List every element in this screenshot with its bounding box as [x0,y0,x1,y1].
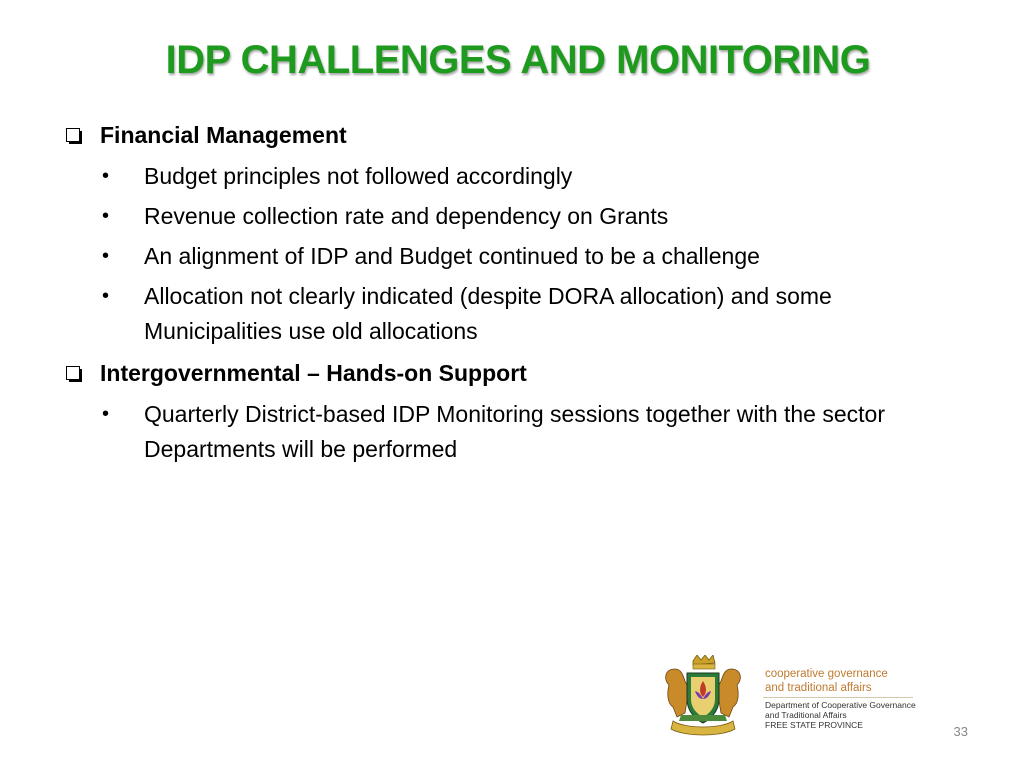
department-line: and Traditional Affairs [765,710,847,720]
section-heading-label: Intergovernmental – Hands-on Support [100,359,527,386]
logo-line: and traditional affairs [765,682,872,694]
list-item [102,279,964,349]
slide-content [64,116,964,472]
department-name [765,700,916,730]
section-heading-financial-management [64,116,964,154]
bullet-text: Quarterly District-based IDP Monitoring sessions together with the sector Departments will be performed [144,401,885,462]
bullet-text: Allocation not clearly indicated (despite DORA allocation) and some Municipalities use old allocations [144,283,832,344]
list-item [102,199,964,234]
list-item [102,159,964,194]
bullet-icon: • [102,403,110,425]
section-heading-intergovernmental [64,354,964,392]
department-line: FREE STATE PROVINCE [765,720,863,730]
bullet-icon: • [102,205,110,227]
page-number: 33 [953,724,968,739]
department-line: Department of Cooperative Governance [765,700,916,710]
list-item [102,239,964,274]
checkbox-icon [66,128,80,142]
bullet-text: Budget principles not followed accordingly [144,163,573,189]
section-heading-label: Financial Management [100,121,347,148]
checkbox-icon [66,366,80,380]
logo-wordmark [765,667,888,695]
logo-line: cooperative governance [765,668,888,680]
bullet-text: Revenue collection rate and dependency on Grants [144,203,669,229]
logo-divider [763,697,913,698]
bullet-icon: • [102,165,110,187]
free-state-coat-of-arms-icon [655,655,751,741]
bullet-icon: • [102,245,110,267]
slide-title: IDP CHALLENGES AND MONITORING [165,38,871,82]
department-logo [655,655,915,741]
list-item [102,397,964,467]
bullet-text: An alignment of IDP and Budget continued to be a challenge [144,243,760,269]
bullet-icon: • [102,285,110,307]
